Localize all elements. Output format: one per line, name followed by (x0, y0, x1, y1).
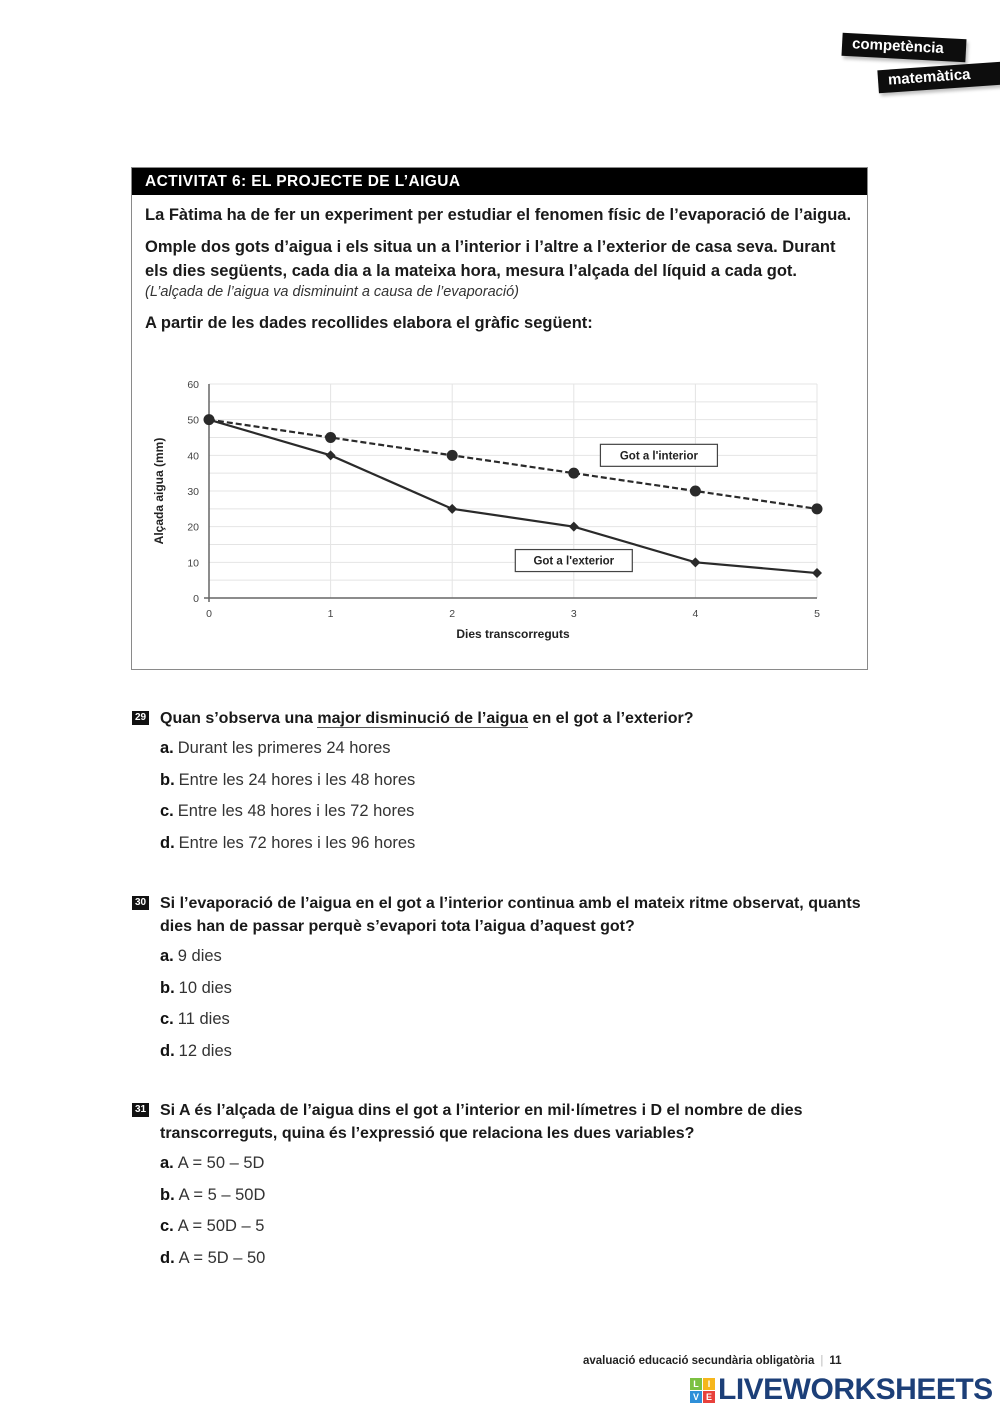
option-letter: a. (160, 1154, 174, 1172)
option-a[interactable] (160, 738, 872, 758)
option-c[interactable] (160, 1216, 872, 1236)
option-c[interactable] (160, 801, 872, 821)
footer-text: avaluació educació secundària obligatòria (583, 1355, 815, 1367)
option-text: Entre les 24 hores i les 48 hores (178, 770, 416, 789)
liveworksheets-logo[interactable] (690, 1374, 993, 1406)
svg-text:5: 5 (814, 608, 820, 620)
option-text: A = 5D – 50 (178, 1248, 266, 1267)
footer-separator: | (820, 1355, 824, 1367)
svg-text:Got a l'exterior: Got a l'exterior (533, 555, 615, 568)
option-a[interactable] (160, 1153, 872, 1173)
chart-series (209, 420, 817, 573)
option-text: A = 50D – 5 (177, 1217, 265, 1235)
option-text: Entre les 48 hores i les 72 hores (177, 802, 415, 820)
option-b[interactable] (160, 770, 872, 790)
option-letter: c. (160, 802, 174, 820)
option-letter: c. (160, 1217, 174, 1235)
question-number: 30 (132, 896, 149, 910)
option-text: 10 dies (178, 978, 232, 997)
svg-text:0: 0 (193, 593, 199, 605)
matematica-tag: matemàtica (877, 62, 1000, 94)
activity-intro: La Fàtima ha de fer un experiment per estudiar el fenomen físic de l’evaporació de l’aigua. (145, 206, 852, 224)
evaporation-line-chart (0, 0, 1000, 700)
option-d[interactable] (160, 833, 872, 853)
svg-text:40: 40 (187, 450, 199, 463)
option-text: A = 50 – 5D (177, 1154, 265, 1172)
option-letter: d. (160, 1041, 175, 1060)
underlined-phrase: major disminució de l’aigua (317, 710, 529, 727)
option-d[interactable] (160, 1041, 872, 1061)
logo-letter: L (690, 1378, 702, 1390)
chart-intro: A partir de les dades recollides elabora el gràfic següent: (145, 314, 593, 332)
option-letter: a. (160, 947, 174, 965)
activity-procedure: Omple dos gots d’aigua i els situa un a l’interior i l’altre a l’exterior de casa seva. Durant els dies següents, cada dia a la mateixa hora, mesura l’alçada del líquid a cada got. (145, 238, 836, 280)
activity-title: ACTIVITAT 6: EL PROJECTE DE L’AIGUA (132, 168, 867, 195)
question-text: Quan s’observa una (160, 710, 318, 727)
svg-text:4: 4 (692, 608, 699, 620)
option-text: 11 dies (177, 1010, 230, 1028)
logo-letter: I (703, 1378, 715, 1390)
competencia-tag: competència (841, 33, 966, 62)
option-text: Entre les 72 hores i les 96 hores (178, 833, 416, 852)
svg-text:0: 0 (206, 608, 212, 620)
svg-text:3: 3 (570, 608, 577, 620)
svg-text:60: 60 (187, 379, 199, 391)
activity-note: (L’alçada de l’aigua va disminuint a causa de l’evaporació) (145, 284, 520, 300)
chart-axes (204, 384, 817, 602)
option-b[interactable] (160, 1185, 872, 1205)
logo-letter: E (703, 1391, 715, 1403)
question-number: 31 (132, 1103, 149, 1117)
option-letter: a. (160, 739, 174, 757)
option-letter: d. (160, 833, 175, 852)
svg-text:Got a l'interior: Got a l'interior (619, 450, 698, 463)
question-31 (132, 1099, 872, 1268)
svg-text:10: 10 (187, 557, 199, 570)
question-text: Si l’evaporació de l’aigua en el got a l’interior continua amb el mateix ritme observat, quants dies han de passar perquè s’evapori tota l’aigua d’aquest got? (160, 895, 861, 935)
question-text-end: en el got a l’exterior? (528, 710, 694, 727)
question-30 (132, 892, 872, 1061)
options-31 (132, 1153, 872, 1268)
option-text: A = 5 – 50D (178, 1185, 266, 1204)
option-letter: b. (160, 978, 175, 997)
x-axis-label: Dies transcorreguts (456, 627, 570, 641)
svg-text:30: 30 (187, 486, 199, 498)
option-a[interactable] (160, 946, 872, 966)
question-number: 29 (132, 711, 149, 725)
question-text: Si A és l’alçada de l’aigua dins el got a l’interior en mil·límetres i D el nombre de dies transcorreguts, quina és l’expressió que relaciona les dues variables? (160, 1102, 803, 1142)
option-letter: c. (160, 1010, 174, 1028)
option-letter: b. (160, 770, 175, 789)
live-blocks-icon (690, 1378, 715, 1403)
options-29 (132, 738, 872, 853)
question-29 (132, 707, 872, 853)
option-letter: b. (160, 1185, 175, 1204)
logo-letter: V (690, 1391, 702, 1403)
option-d[interactable] (160, 1248, 872, 1268)
svg-text:2: 2 (449, 608, 456, 620)
svg-text:20: 20 (187, 521, 199, 534)
option-c[interactable] (160, 1009, 872, 1029)
page-number: 11 (829, 1355, 842, 1367)
svg-text:1: 1 (327, 608, 334, 620)
page-footer (583, 1355, 842, 1367)
options-30 (132, 946, 872, 1061)
option-b[interactable] (160, 978, 872, 998)
logo-text: LIVEWORKSHEETS (718, 1373, 993, 1406)
chart-tick-labels (187, 379, 820, 620)
option-text: 12 dies (178, 1041, 232, 1060)
y-axis-label: Alçada aigua (mm) (152, 437, 166, 545)
option-text: Durant les primeres 24 hores (177, 739, 391, 757)
option-text: 9 dies (177, 947, 222, 965)
chart-annotations (515, 444, 717, 571)
svg-text:50: 50 (187, 414, 199, 427)
option-letter: d. (160, 1248, 175, 1267)
